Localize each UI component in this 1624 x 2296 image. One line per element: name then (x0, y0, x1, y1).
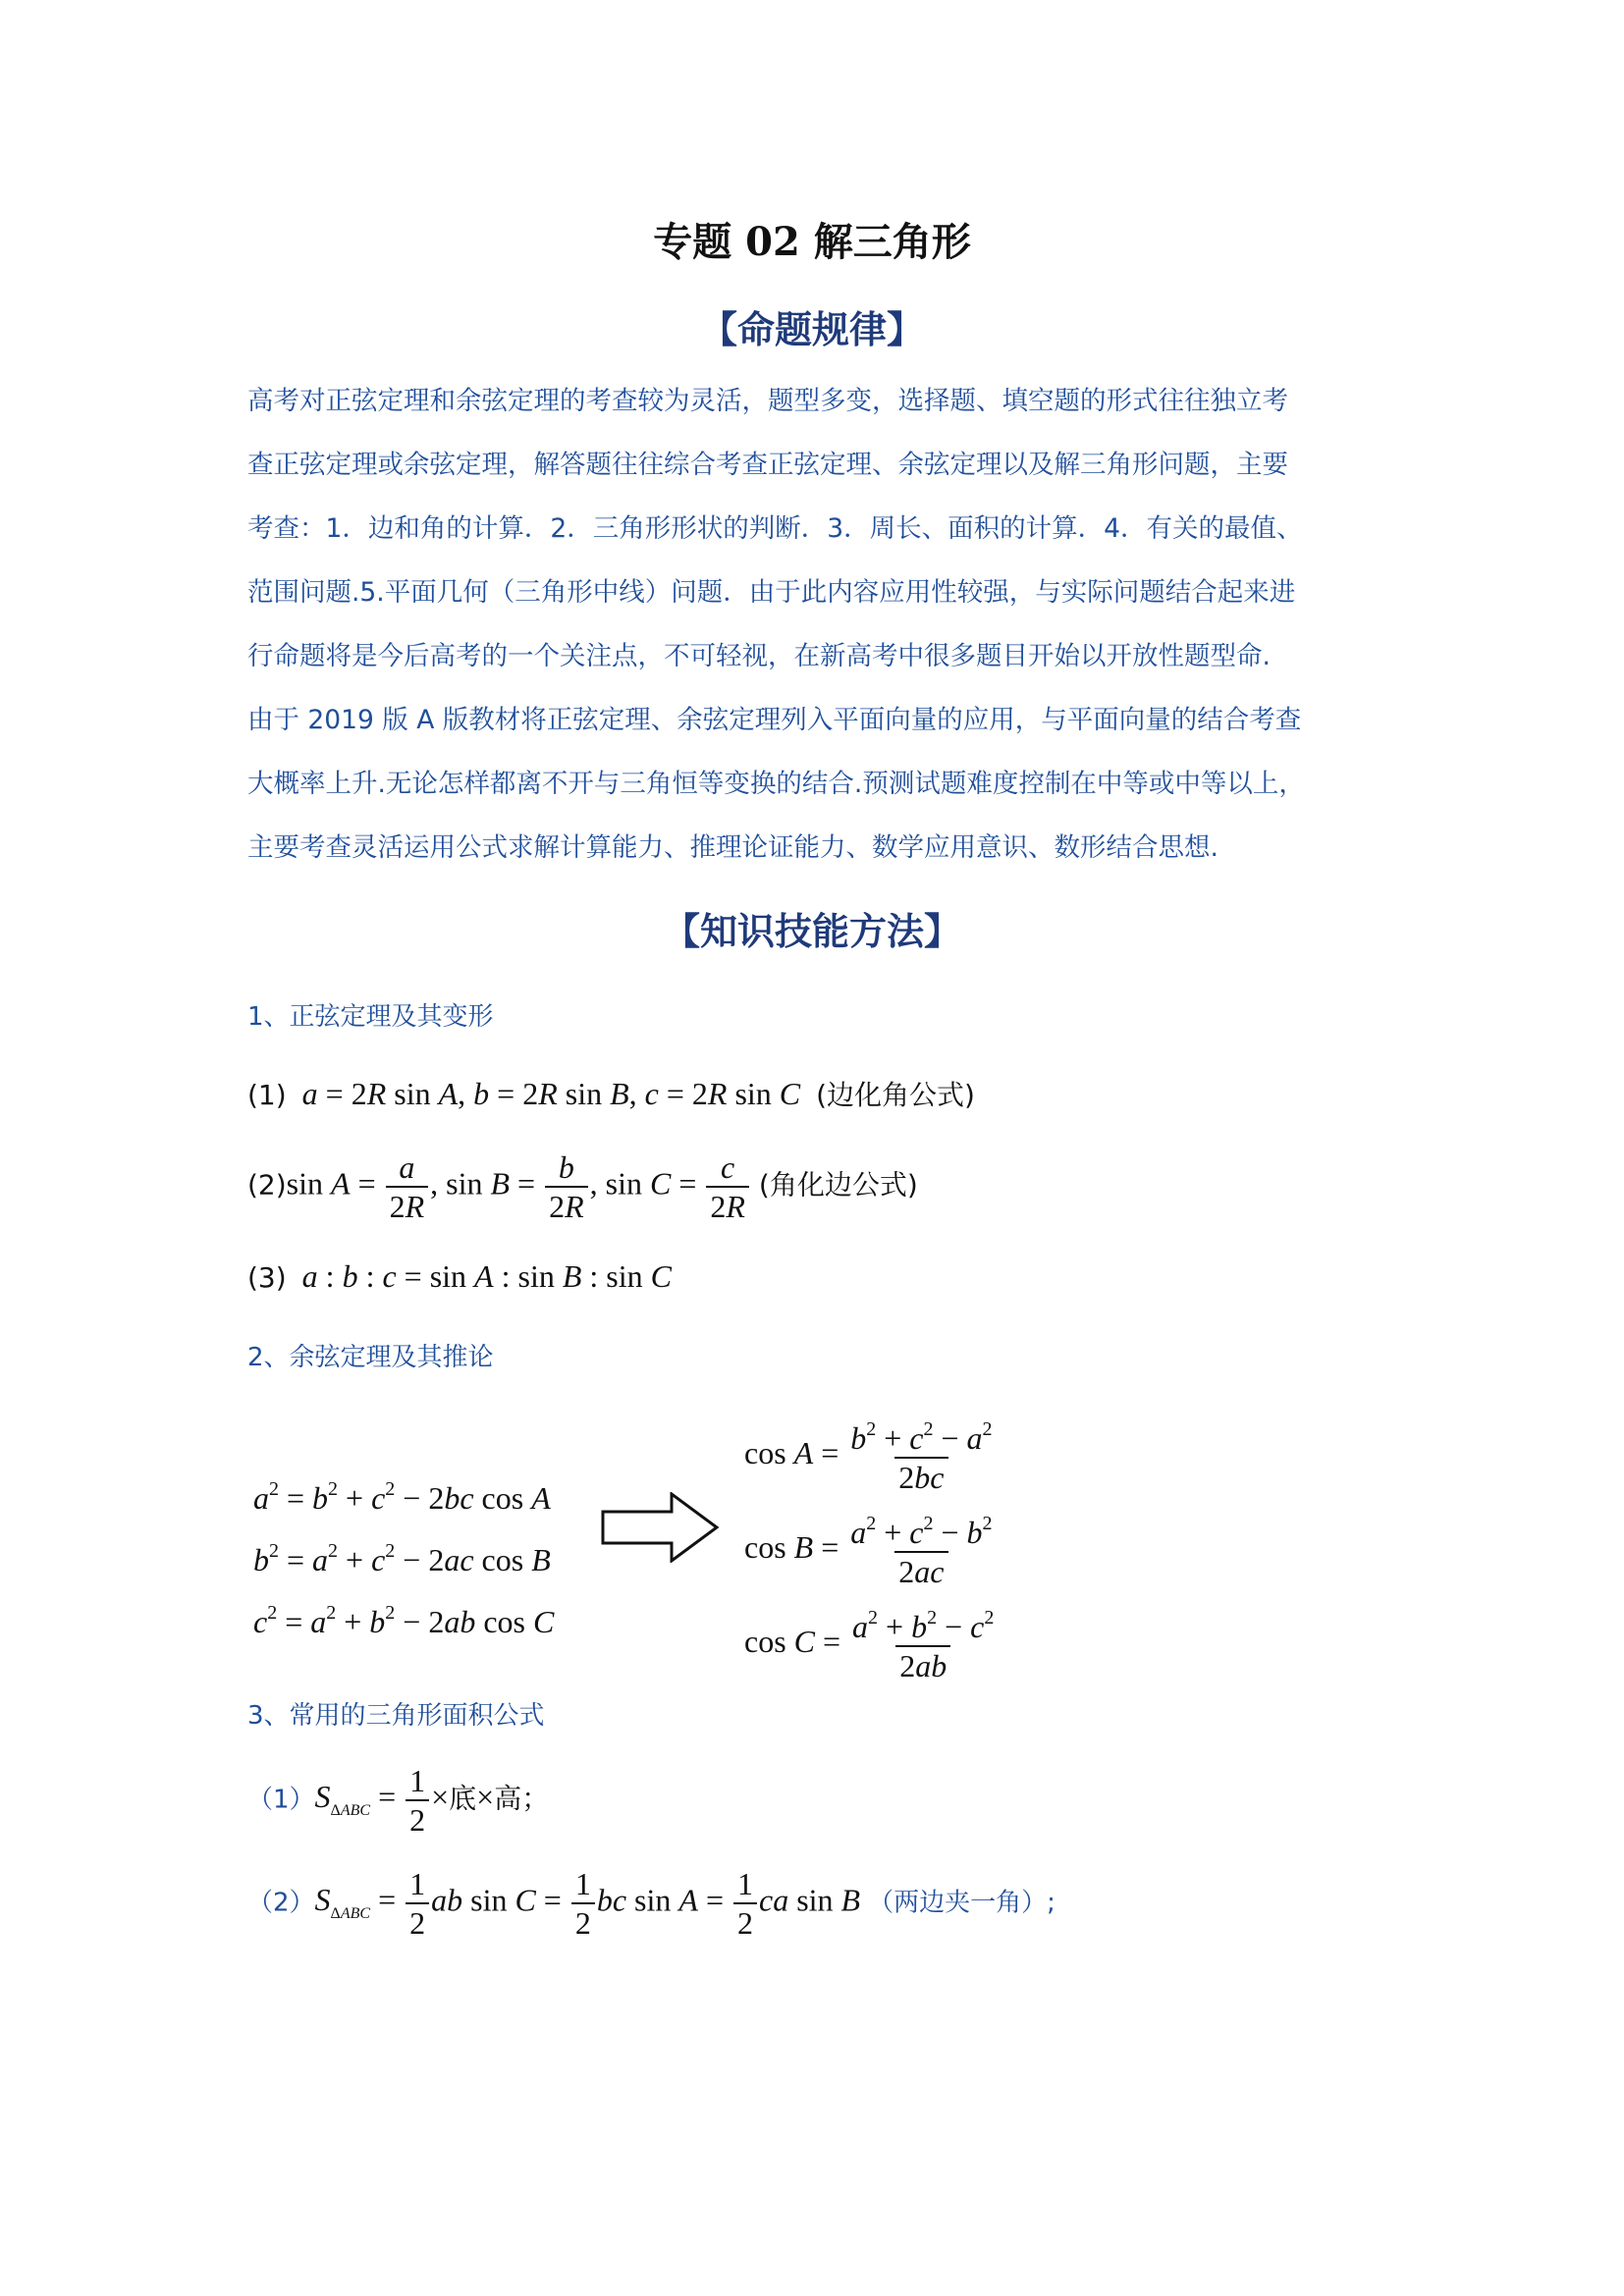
formula-label: (1) (247, 1079, 287, 1111)
subheading-sine-law: 1、正弦定理及其变形 (247, 1002, 494, 1032)
section-heading-knowledge: 【知识技能方法】 (662, 910, 961, 953)
rules-line: 高考对正弦定理和余弦定理的考查较为灵活，题型多变，选择题、填空题的形式往往独立考 (247, 386, 1288, 416)
cosine-law-a: $a^2 = b^2 + c^2 - 2bc$ cos A (253, 1478, 551, 1516)
fraction: $\frac{b}{2R}$ (545, 1148, 588, 1225)
formula-note: (角化边公式) (758, 1168, 918, 1201)
fraction: $\frac{1}{2}$ (406, 1762, 429, 1839)
formula-label: (3) (247, 1261, 287, 1294)
cos-b-formula: cos B = $\frac{a^2 + c^2 - b^2}{2ac}$ (744, 1512, 993, 1589)
sine-law-formula-3 (247, 1258, 672, 1295)
formula-label: （1） (247, 1785, 315, 1815)
sine-law-formula-2: (2)sin A = $\frac{a}{2R}$ , sin B = $\frac{b}{2R}$ , sin C = $\frac{c}{2R}$ (角化边公式) (247, 1149, 918, 1224)
formula-note: (边化角公式) (816, 1079, 975, 1111)
cosine-law-c: $c^2 = a^2 + b^2 - 2ab$ cos C (253, 1602, 555, 1639)
fraction: $\frac{a}{2R}$ (386, 1148, 429, 1225)
cos-a-formula: cos A = $\frac{b^2 + c^2 - a^2}{2bc}$ (744, 1417, 993, 1495)
cosine-law-equations (253, 1463, 554, 1648)
area-formula-2: $(2)S_{\Delta ABC}$ = $\frac{1}{2}$ ab sin C = $\frac{1}{2}$ bc sin A = $\frac{1}{2}$ ca sin B （两边夹一角）; (247, 1866, 1056, 1941)
cosine-law-b: $b^2 = a^2 + c^2 - 2ac$ cos B (253, 1540, 551, 1577)
formula-note: （两边夹一角）; (868, 1888, 1056, 1918)
area-formula-1: $(1)S_{\Delta ABC}$ = $\frac{1}{2}$ ×底×高； (247, 1763, 550, 1838)
fraction: $\frac{c}{2R}$ (706, 1148, 749, 1225)
rules-paragraph (247, 369, 1406, 880)
rules-line: 主要考查灵活运用公式求解计算能力、推理论证能力、数学应用意识、数形结合思想. (247, 832, 1218, 863)
cos-c-formula: cos C = $\frac{a^2 + b^2 - c^2}{2ab}$ (744, 1606, 995, 1683)
sine-law-formula-1 (247, 1074, 975, 1113)
rules-line: 行命题将是今后高考的一个关注点，不可轻视，在新高考中很多题目开始以开放性题型命. (247, 641, 1271, 671)
cosine-corollaries (744, 1406, 1000, 1688)
section-heading-rules: 【命题规律】 (699, 308, 924, 351)
formula-math: a = 2R sin A, b = 2R sin B, c = 2R sin C (301, 1076, 801, 1111)
fraction: $\frac{1}{2}$ (406, 1865, 429, 1942)
formula-math: a : b : c = sin A : sin B : sin C (301, 1258, 672, 1294)
rules-line: 查正弦定理或余弦定理，解答题往往综合考查正弦定理、余弦定理以及解三角形问题，主要 (247, 450, 1288, 480)
page-title: 专题 02 解三角形 (653, 219, 971, 265)
rules-line: 考查：1．边和角的计算．2．三角形形状的判断．3．周长、面积的计算．4．有关的最值、 (247, 513, 1303, 544)
fraction: $\frac{1}{2}$ (571, 1865, 595, 1942)
fraction: $\frac{1}{2}$ (733, 1865, 757, 1942)
rules-line: 范围问题.5.平面几何（三角形中线）问题．由于此内容应用性较强，与实际问题结合起来进 (247, 577, 1296, 608)
formula-label: （2） (247, 1888, 315, 1918)
rules-line: 由于 2019 版 A 版教材将正弦定理、余弦定理列入平面向量的应用，与平面向量的结合考查 (247, 705, 1302, 735)
rules-line: 大概率上升.无论怎样都离不开与三角恒等变换的结合.预测试题难度控制在中等或中等以上， (247, 769, 1305, 799)
right-arrow-icon (601, 1492, 719, 1563)
formula-label: (2) (247, 1168, 287, 1201)
subheading-cosine-law: 2、余弦定理及其推论 (247, 1343, 494, 1372)
subheading-area-formulas: 3、常用的三角形面积公式 (247, 1701, 545, 1731)
